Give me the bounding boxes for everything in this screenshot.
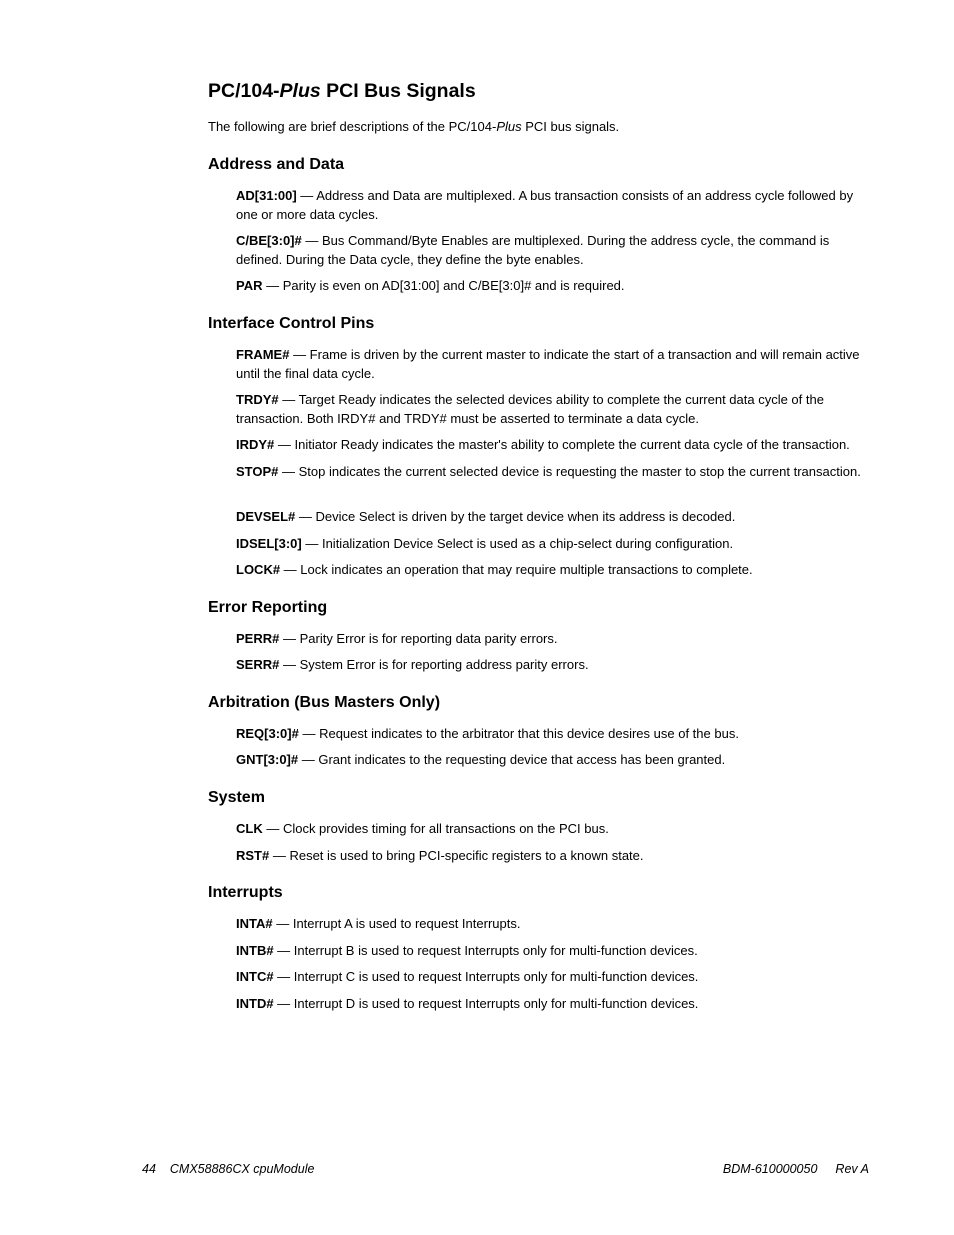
signal-description: CLK — Clock provides timing for all transactions on the PCI bus. [236,821,609,836]
signal-name: IDSEL[3:0] [236,536,302,551]
signal-description: INTA# — Interrupt A is used to request Interrupts. [236,916,521,931]
signal-name: GNT[3:0]# [236,752,299,767]
signal-description: IRDY# — Initiator Ready indicates the master's ability to complete the current data cycle of the transaction. [236,437,850,452]
signal-name: FRAME# [236,347,290,362]
signal-name: INTC# [236,969,274,984]
signal-description: REQ[3:0]# — Request indicates to the arbitrator that this device desires use of the bus. [236,726,739,741]
footer-left [142,1160,314,1178]
signal-name: REQ[3:0]# [236,726,299,741]
heading-address-and-data: Address and Data [208,156,345,173]
signal-name: RST# [236,848,270,863]
signal-description: AD[31:00] — Address and Data are multiplexed. A bus transaction consists of an address cycle followed by one or more data cycles. [236,188,854,222]
signal-name: STOP# [236,464,279,479]
signal-name: DEVSEL# [236,509,296,524]
title-suffix: PCI Bus Signals [320,80,476,102]
signal-description: C/BE[3:0]# — Bus Command/Byte Enables are multiplexed. During the address cycle, the command is defined. During the Data cycle, they define the byte enables. [236,233,830,267]
signal-name: PAR [236,278,263,293]
signal-description: FRAME# — Frame is driven by the current master to indicate the start of a transaction and will remain active until the final data cycle. [236,347,860,381]
signal-name: IRDY# [236,437,275,452]
heading-interface-control-pins: Interface Control Pins [208,315,375,332]
signal-description: TRDY# — Target Ready indicates the selected devices ability to complete the current data cycle of the transaction. Both IRDY# and TRDY# must be asserted to terminate a data cycle. [236,392,824,426]
signal-description: RST# — Reset is used to bring PCI-specific registers to a known state. [236,848,644,863]
heading-error-reporting: Error Reporting [208,599,328,616]
revision: Rev A [835,1162,869,1176]
signal-name: INTA# [236,916,273,931]
heading-arbitration: Arbitration (Bus Masters Only) [208,694,441,711]
signal-description: IDSEL[3:0] — Initialization Device Select is used as a chip-select during configuration. [236,536,734,551]
signal-name: TRDY# [236,392,279,407]
document-number: BDM-610000050 [722,1162,818,1176]
signal-name: INTB# [236,943,274,958]
heading-system: System [208,789,265,806]
signal-description: DEVSEL# — Device Select is driven by the target device when its address is decoded. [236,509,736,524]
signal-name: PERR# [236,631,280,646]
intro-paragraph: The following are brief descriptions of the PC/104-Plus PCI bus signals. [208,119,620,134]
signal-name: INTD# [236,996,274,1011]
signal-name: AD[31:00] [236,188,297,203]
signal-description: GNT[3:0]# — Grant indicates to the requesting device that access has been granted. [236,752,726,767]
signal-description: PERR# — Parity Error is for reporting data parity errors. [236,631,558,646]
signal-name: CLK [236,821,263,836]
title-italic: Plus [279,80,321,102]
signal-name: SERR# [236,657,280,672]
signal-description: STOP# — Stop indicates the current selected device is requesting the master to stop the current transaction. [236,464,861,479]
footer-right [723,1160,869,1178]
heading-interrupts: Interrupts [208,884,283,901]
signal-description: PAR — Parity is even on AD[31:00] and C/BE[3:0]# and is required. [236,278,625,293]
product-name: CMX58886CX cpuModule [169,1162,315,1176]
signal-description: INTB# — Interrupt B is used to request Interrupts only for multi-function devices. [236,943,698,958]
page-title [208,78,476,104]
signal-description: INTC# — Interrupt C is used to request Interrupts only for multi-function devices. [236,969,699,984]
signal-description: LOCK# — Lock indicates an operation that may require multiple transactions to complete. [236,562,753,577]
signal-description: INTD# — Interrupt D is used to request Interrupts only for multi-function devices. [236,996,699,1011]
title-prefix: PC/104- [208,80,280,102]
page-number: 44 [142,1162,156,1176]
signal-description: SERR# — System Error is for reporting address parity errors. [236,657,589,672]
signal-name: C/BE[3:0]# [236,233,302,248]
signal-name: LOCK# [236,562,281,577]
